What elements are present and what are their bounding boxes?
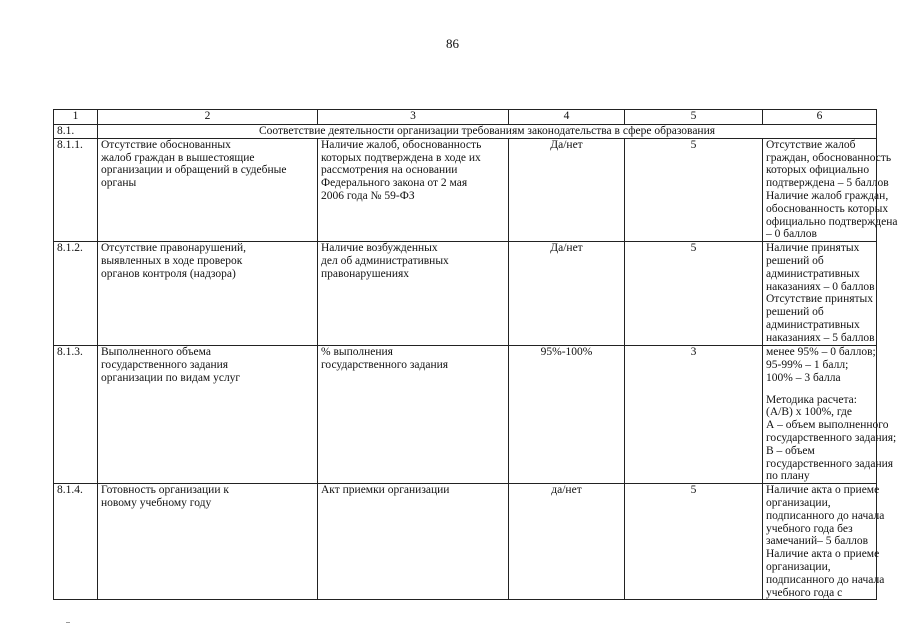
method-line: государственного задания: [766, 457, 894, 470]
value: Да/нет: [509, 138, 625, 241]
table-row: [54, 138, 877, 241]
criterion-line: Готовность организации к: [101, 484, 229, 497]
method-line: наказаниях – 5 баллов: [766, 331, 875, 344]
method-line: решений об: [766, 254, 824, 267]
method-line: граждан, обоснованность: [766, 151, 892, 164]
section-title: Соответствие деятельности организации требованиям законодательства в сфере образования: [98, 125, 877, 139]
method-line: решений об: [766, 306, 824, 319]
column-header: 5: [625, 110, 763, 125]
criterion-name: [98, 138, 318, 241]
table-row: [54, 242, 877, 346]
criterion-line: Отсутствие правонарушений,: [101, 242, 247, 255]
indicator-line: государственного задания: [321, 358, 449, 371]
scoring-method: [763, 138, 898, 241]
method-line: менее 95% – 0 баллов;: [766, 346, 876, 359]
method-line: наказаниях – 0 баллов: [766, 280, 875, 293]
section-row: [54, 125, 877, 139]
table-row: [54, 484, 877, 600]
scan-mark: [66, 622, 70, 623]
score: 5: [625, 484, 763, 600]
method-line: Отсутствие жалоб: [766, 138, 856, 151]
column-header: 4: [509, 110, 625, 125]
value: да/нет: [509, 484, 625, 600]
row-number: 8.1.2.: [54, 242, 98, 346]
value: Да/нет: [509, 242, 625, 346]
method-line: В – объем: [766, 444, 815, 457]
scoring-method: [763, 242, 877, 346]
method-line: административных: [766, 318, 860, 331]
indicator-line: % выполнения: [321, 346, 393, 359]
indicator: [318, 242, 509, 346]
criterion-line: Отсутствие обоснованных: [101, 138, 231, 151]
table-row: [54, 346, 877, 484]
criterion-line: органы: [101, 177, 137, 190]
value: 95%-100%: [509, 346, 625, 484]
scoring-method: [763, 346, 897, 484]
method-line: административных: [766, 267, 860, 280]
criterion-line: организации и обращений в судебные: [101, 164, 287, 177]
method-line: Наличие принятых: [766, 242, 860, 255]
method-line: обоснованность которых: [766, 202, 889, 215]
criterion-name: [98, 346, 318, 484]
method-line: (А/В) х 100%, где: [766, 406, 853, 419]
criterion-line: организации по видам услуг: [101, 371, 241, 384]
method-line: А – объем выполненного: [766, 419, 889, 432]
indicator-line: дел об административных: [321, 254, 449, 267]
method-line: официально подтверждена: [766, 215, 898, 228]
method-line: учебного года с: [766, 586, 843, 599]
criterion-line: государственного задания: [101, 358, 229, 371]
method-line: подписанного до начала: [766, 509, 885, 522]
criterion-line: жалоб граждан в вышестоящие: [101, 151, 255, 164]
score: 3: [625, 346, 763, 484]
column-header: 2: [98, 110, 318, 125]
method-line: организации,: [766, 560, 831, 573]
criterion-line: Выполненного объема: [101, 346, 211, 359]
method-line: по плану: [766, 470, 810, 483]
method-line: Наличие акта о приеме: [766, 484, 880, 497]
indicator-line: которых подтверждена в ходе их: [321, 151, 481, 164]
scoring-method: [763, 484, 885, 600]
method-line: Наличие жалоб граждан,: [766, 189, 889, 202]
indicator-line: правонарушениях: [321, 267, 410, 280]
method-line: Отсутствие принятых: [766, 293, 874, 306]
indicator-line: рассмотрения на основании: [321, 164, 458, 177]
indicator: [318, 138, 509, 241]
table-header-row: [54, 110, 877, 125]
indicator: [318, 346, 509, 484]
column-header: 1: [54, 110, 98, 125]
method-line: 95-99% – 1 балл;: [766, 358, 849, 371]
indicator-line: 2006 года № 59-ФЗ: [321, 189, 415, 202]
criterion-line: выявленных в ходе проверок: [101, 254, 243, 267]
score: 5: [625, 138, 763, 241]
indicator: [318, 484, 509, 600]
method-line: учебного года без: [766, 522, 853, 535]
method-line: Наличие акта о приеме: [766, 548, 880, 561]
column-header: 6: [763, 110, 877, 125]
row-number: 8.1.3.: [54, 346, 98, 484]
criterion-name: [98, 242, 318, 346]
column-header: 3: [318, 110, 509, 125]
criteria-table: [53, 109, 898, 600]
score: 5: [625, 242, 763, 346]
method-line: Методика расчета:: [766, 393, 857, 406]
method-line: замечаний– 5 баллов: [766, 535, 869, 548]
indicator-line: Наличие жалоб, обоснованность: [321, 138, 482, 151]
method-line: – 0 баллов: [766, 228, 817, 241]
page-number: 86: [446, 36, 459, 51]
method-line: организации,: [766, 496, 831, 509]
criterion-line: органов контроля (надзора): [101, 267, 236, 280]
indicator-line: Акт приемки организации: [321, 484, 450, 497]
section-number: 8.1.: [54, 125, 98, 139]
method-line: которых официально: [766, 164, 870, 177]
method-line: 100% – 3 балла: [766, 371, 841, 384]
row-number: 8.1.4.: [54, 484, 98, 600]
indicator-line: Наличие возбужденных: [321, 242, 438, 255]
method-line: подтверждена – 5 баллов: [766, 177, 889, 190]
criterion-line: новому учебному году: [101, 496, 212, 509]
method-line: государственного задания;: [766, 431, 897, 444]
method-line: подписанного до начала: [766, 573, 885, 586]
row-number: 8.1.1.: [54, 138, 98, 241]
paragraph-gap: [766, 385, 873, 394]
criterion-name: [98, 484, 318, 600]
indicator-line: Федерального закона от 2 мая: [321, 177, 468, 190]
